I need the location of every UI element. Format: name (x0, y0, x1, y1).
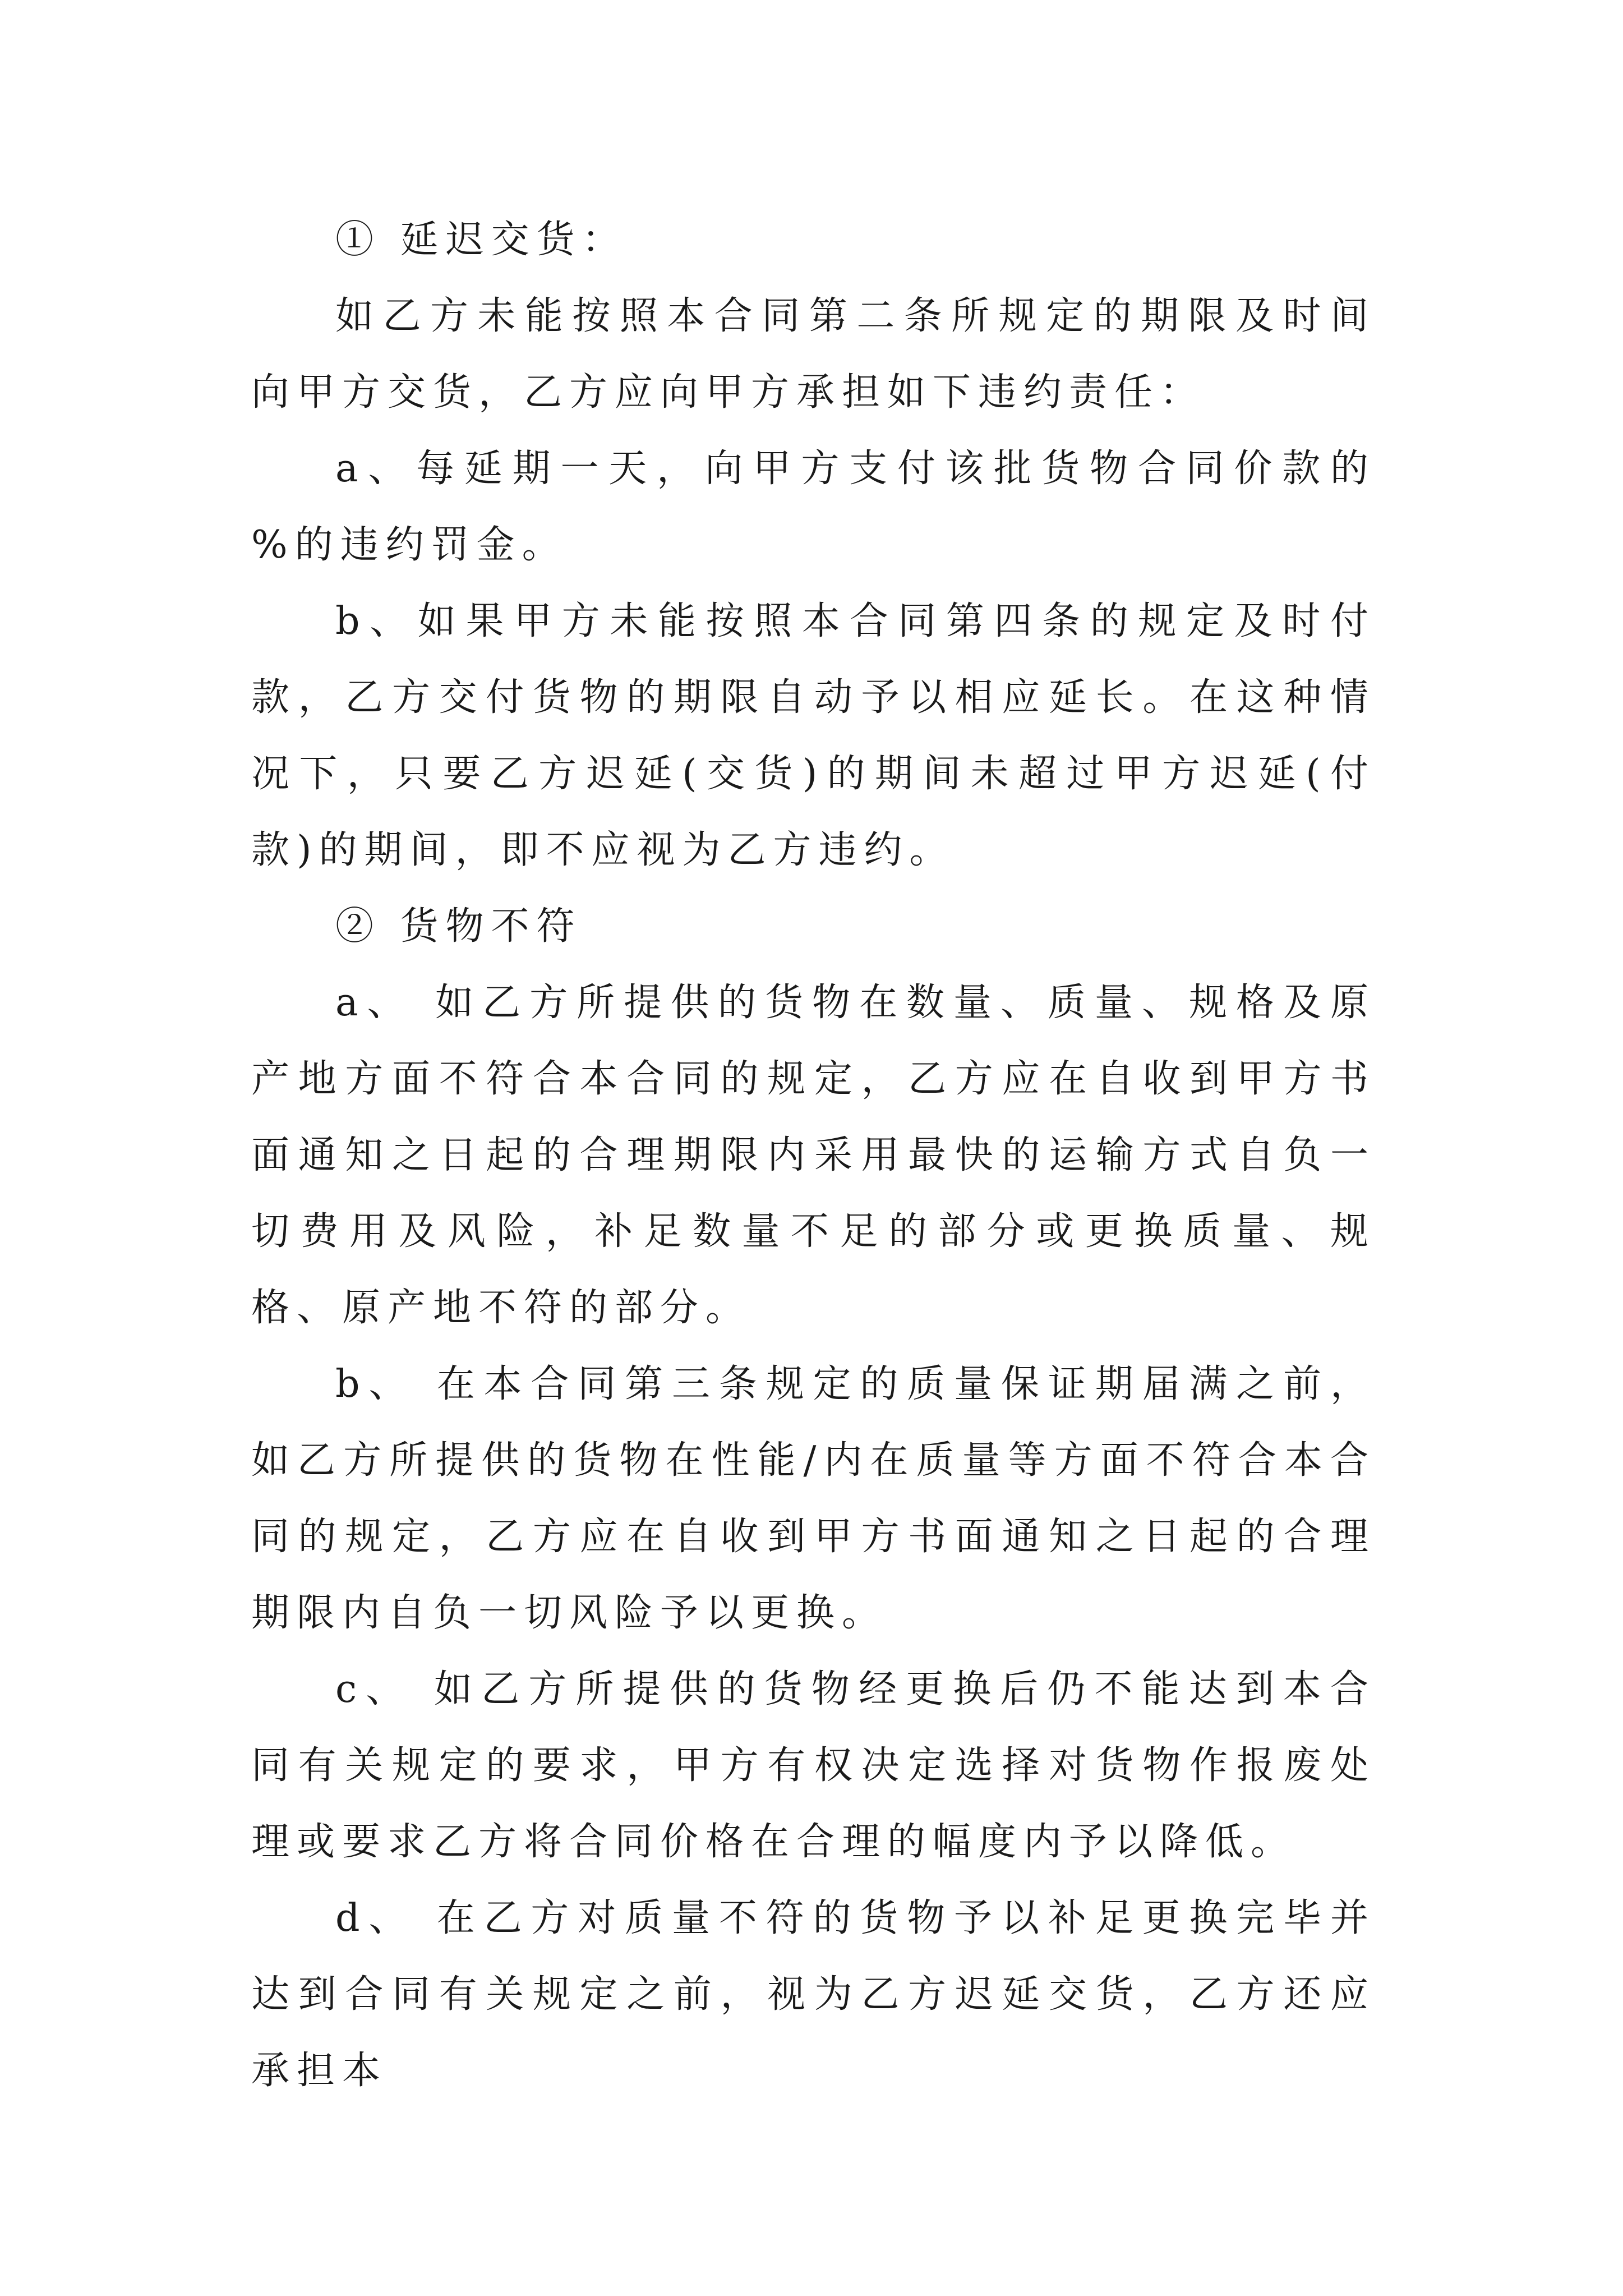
clause-delay-b: b、如果甲方未能按照本合同第四条的规定及时付款，乙方交付货物的期限自动予以相应延长。在这种情况下，只要乙方迟延(交货)的期间未超过甲方迟延(付款)的期间，即不应视为乙方违约。 (251, 599, 1376, 872)
clause-delay-heading: ① 延迟交货： (335, 218, 628, 262)
clause-nonconformity-b: b、 在本合同第三条规定的质量保证期届满之前，如乙方所提供的货物在性能/内在质量等方面不符合本合同的规定，乙方应在自收到甲方书面通知之日起的合理期限内自负一切风险予以更换。 (251, 1362, 1376, 1635)
clause-nonconformity-d: d、 在乙方对质量不符的货物予以补足更换完毕并达到合同有关规定之前，视为乙方迟延交货，乙方还应承担本 (251, 1896, 1376, 2093)
clause-delay-intro: 如乙方未能按照本合同第二条所规定的期限及时间向甲方交货，乙方应向甲方承担如下违约责任： (251, 294, 1376, 415)
clause-delay-a: a、每延期一天，向甲方支付该批货物合同价款的 %的违约罚金。 (251, 447, 1376, 567)
document-body (251, 202, 1376, 2109)
clause-nonconformity-heading: ② 货物不符 (335, 904, 582, 949)
clause-nonconformity-c: c、 如乙方所提供的货物经更换后仍不能达到本合同有关规定的要求，甲方有权决定选择对货物作报废处理或要求乙方将合同价格在合理的幅度内予以降低。 (251, 1667, 1376, 1864)
clause-nonconformity-a: a、 如乙方所提供的货物在数量、质量、规格及原产地方面不符合本合同的规定，乙方应在自收到甲方书面通知之日起的合理期限内采用最快的运输方式自负一切费用及风险，补足数量不足的部分或更换质量、规格、原产地不符的部分。 (251, 981, 1376, 1330)
